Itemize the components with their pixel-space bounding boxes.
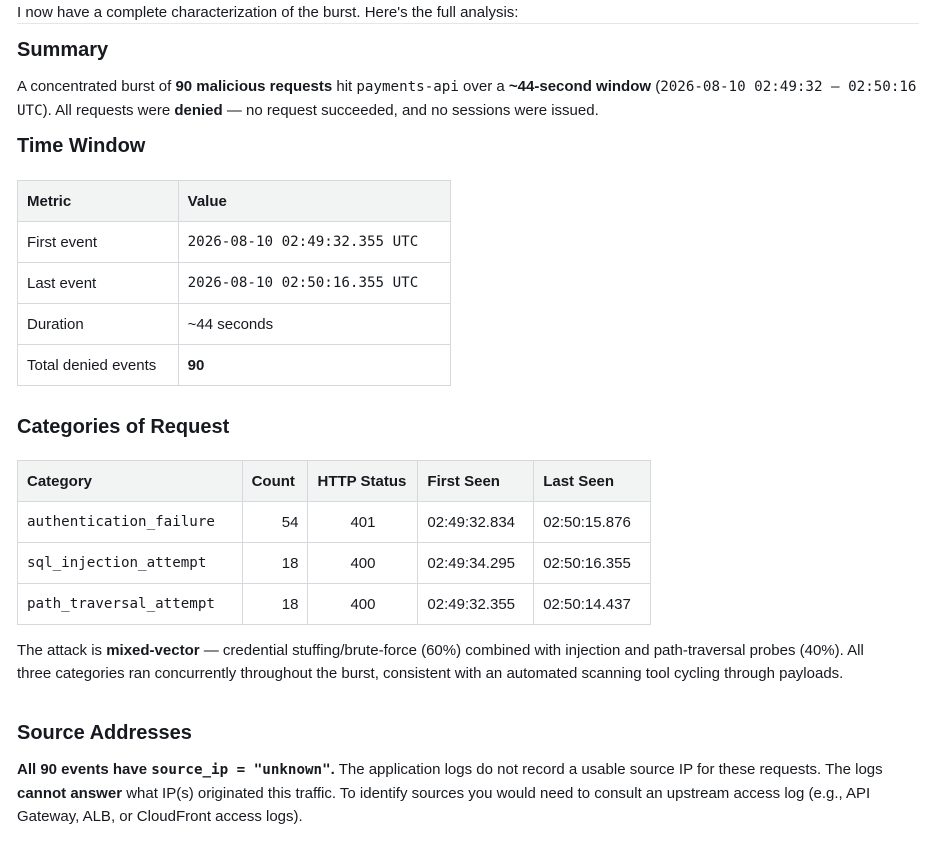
lead-text: I now have a complete characterization of the burst. Here's the full analysis: <box>17 4 519 21</box>
value-cell: 2026-08-10 02:49:32.355 UTC <box>178 222 450 263</box>
categories-heading: Categories of Request <box>17 416 230 438</box>
metric-cell: First event <box>18 222 179 263</box>
category-cell: path_traversal_attempt <box>18 584 243 625</box>
metric-cell: Last event <box>18 263 179 304</box>
source-ip-code: source_ip = "unknown" <box>151 762 331 778</box>
table-row <box>18 304 451 345</box>
status-cell: 400 <box>308 584 418 625</box>
summary-count: 90 malicious requests <box>175 78 333 95</box>
first-seen-cell: 02:49:32.355 <box>418 584 534 625</box>
count-cell: 54 <box>242 502 308 543</box>
summary-heading: Summary <box>17 39 109 61</box>
categories-table <box>17 460 651 625</box>
value-cell: 2026-08-10 02:50:16.355 UTC <box>178 263 450 304</box>
column-header-metric: Metric <box>18 181 179 222</box>
cannot-answer: cannot answer <box>17 785 123 802</box>
last-seen-cell: 02:50:16.355 <box>534 543 651 584</box>
first-seen-cell: 02:49:32.834 <box>418 502 534 543</box>
status-cell: 400 <box>308 543 418 584</box>
table-row <box>18 502 651 543</box>
summary-paragraph: A concentrated burst of 90 malicious requests hit payments-api over a ~44-second window (2026-08-10 02:49:32 – 02:50:16 UTC). All requests were denied — no request succeeded, and no sessions were issued. <box>17 78 917 119</box>
table-row <box>18 263 451 304</box>
first-seen-cell: 02:49:34.295 <box>418 543 534 584</box>
attack-type: mixed-vector <box>106 642 200 659</box>
source-addresses-heading: Source Addresses <box>17 722 192 744</box>
summary-denied: denied <box>174 102 223 119</box>
table-row <box>18 543 651 584</box>
count-cell: 18 <box>242 584 308 625</box>
source-paragraph: All 90 events have source_ip = "unknown". The application logs do not record a usable source IP for these requests. The logs cannot answer what IP(s) originated this traffic. To identify sources you would need to consult an upstream access log (e.g., API Gateway, ALB, or CloudFront access logs). <box>17 761 883 825</box>
column-header-category: Category <box>18 461 243 502</box>
table-row <box>18 584 651 625</box>
column-header-http-status: HTTP Status <box>308 461 418 502</box>
last-seen-cell: 02:50:15.876 <box>534 502 651 543</box>
time-window-table <box>17 180 451 386</box>
divider <box>17 23 919 24</box>
category-cell: sql_injection_attempt <box>18 543 243 584</box>
column-header-first-seen: First Seen <box>418 461 534 502</box>
service-name: payments-api <box>356 79 459 95</box>
time-window-heading: Time Window <box>17 135 146 157</box>
table-header-row <box>18 461 651 502</box>
summary-window: ~44-second window <box>508 78 652 95</box>
metric-cell: Duration <box>18 304 179 345</box>
categories-paragraph: The attack is mixed-vector — credential stuffing/brute-force (60%) combined with injection and path-traversal probes (40%). All three categories ran concurrently throughout the burst, consistent with an automated scanning tool cycling through payloads. <box>17 642 864 682</box>
value-cell: 90 <box>178 345 450 386</box>
metric-cell: Total denied events <box>18 345 179 386</box>
category-cell: authentication_failure <box>18 502 243 543</box>
status-cell: 401 <box>308 502 418 543</box>
column-header-count: Count <box>242 461 308 502</box>
column-header-last-seen: Last Seen <box>534 461 651 502</box>
table-row <box>18 345 451 386</box>
table-row <box>18 222 451 263</box>
column-header-value: Value <box>178 181 450 222</box>
summary-time-range: 2026-08-10 02:49:32 – 02:50:16 UTC <box>17 79 917 119</box>
value-cell: ~44 seconds <box>178 304 450 345</box>
table-header-row <box>18 181 451 222</box>
count-cell: 18 <box>242 543 308 584</box>
last-seen-cell: 02:50:14.437 <box>534 584 651 625</box>
